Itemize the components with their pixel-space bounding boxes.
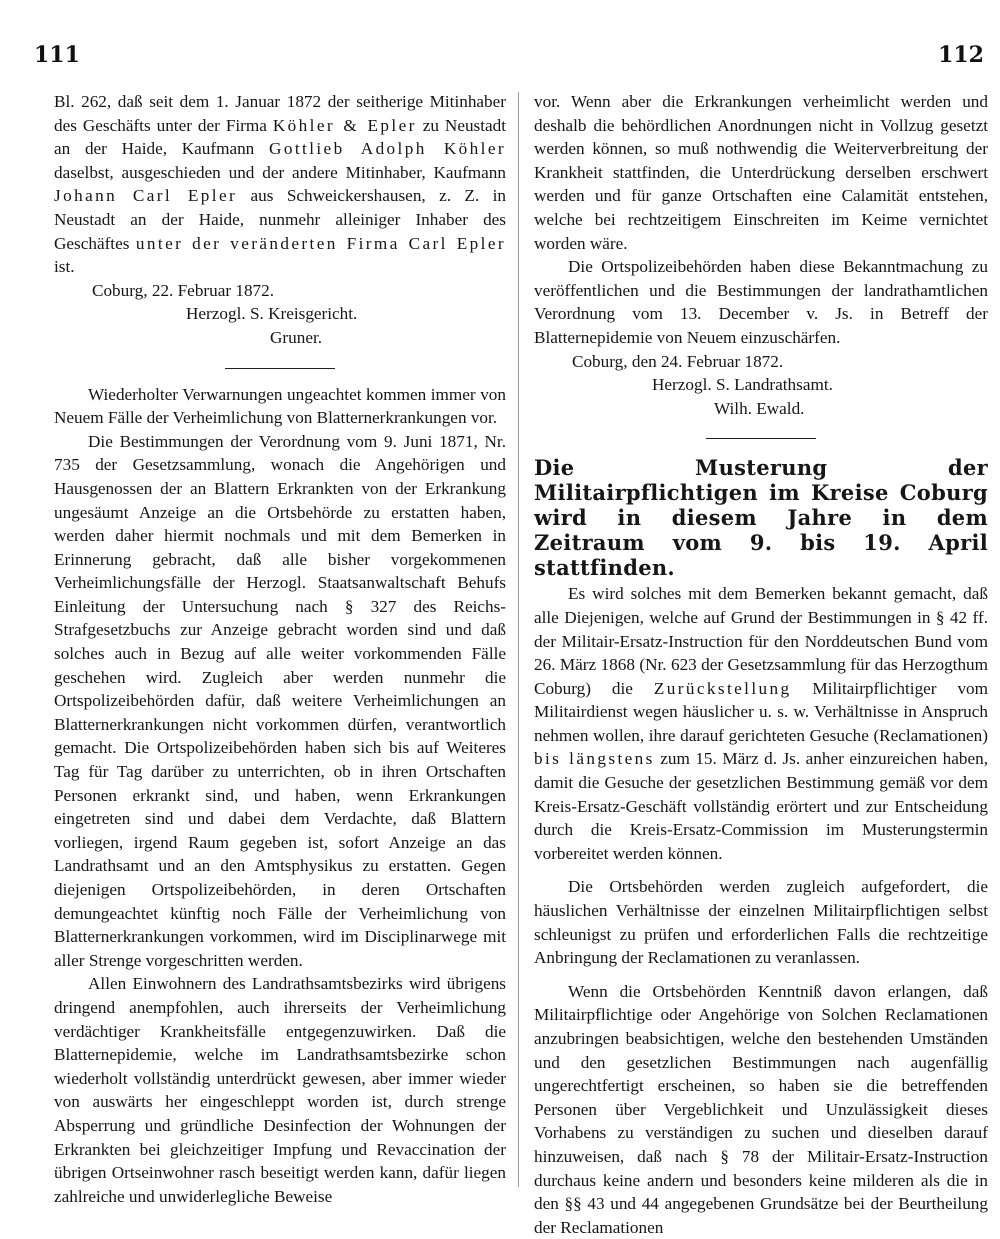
notice-headline: Die Musterung der Militairpflichtigen im Kreise Coburg wird in diesem Jahre in dem Zeitraum vom 9. bis 19. April stattfinden. <box>534 455 988 581</box>
notice-smallpox-continued <box>534 90 988 420</box>
notice-text: Es wird solches mit dem Bemerken bekannt gemacht, daß alle Diejenigen, welche auf Grund der Bestimmungen in § 42 ff. der Militair-Ersatz-Instruction für den Norddeutschen Bund vom 26. März 1868 (Nr. 623 der Gesetzsammlung für das Herzogthum Coburg) die <box>534 584 988 698</box>
authority: Herzogl. S. Kreisgericht. <box>186 304 358 324</box>
paragraph: Wiederholter Verwarnungen ungeachtet kommen immer von Neuem Fälle der Verheimlichung von Blatternerkrankungen vor. <box>54 384 506 428</box>
firm-name: Köhler & Epler <box>272 115 417 135</box>
emphasis-text: Zurückstellung <box>653 678 792 698</box>
emphasis-text: bis längstens <box>534 749 655 769</box>
notice-text: ist. <box>54 257 75 277</box>
authority: Herzogl. S. Landrathsamt. <box>652 375 833 395</box>
paragraph: Wenn die Ortsbehörden Kenntniß davon erlangen, daß Militairpflichtige oder Angehörige von Solchen Reclamationen anzubringen beabsichtigen, welche den bestehenden Umständen und den gesetzlichen Bestimmungen nach augenfällig ungerechtfertigt erscheinen, so haben sie die betreffenden Personen über Vergeblichkeit und Unzulässigkeit dieses Vorhabens zu verständigen zu suchen und dieselben darauf hinzuweisen, daß nach § 78 der Militair-Ersatz-Instruction durchaus keine andern und besonders keine milderen als die in den §§ 43 und 44 angegebenen Grundsätze bei der Beurtheilung der Reclamationen <box>534 981 988 1237</box>
place-date: Coburg, 22. Februar 1872. <box>92 280 275 300</box>
section-divider <box>706 438 816 439</box>
person-name: Johann Carl Epler <box>54 186 238 206</box>
signature: Gruner. <box>270 327 323 347</box>
paragraph: Allen Einwohnern des Landrathsamtsbezirks wird übrigens dringend anempfohlen, auch ihrerseits der Verheimlichung verdächtiger Krankheitsfälle entgegenzuwirken. Daß die Blatternepidemie, welche im Landrathsamtsbezirke schon wiederholt vollständig unterdrückt gewesen, aber immer wieder von auswärts her eingeschleppt worden ist, durch strenge Absperrung und gründliche Desinfection der Wohnungen der Erkrankten bei gleichzeitiger Impfung und Revaccination der übrigen Ortseinwohner rasch beseitigt werden kann, dafür liegen zahlreiche und unwiderlegliche Beweise <box>54 974 506 1206</box>
signature: Wilh. Ewald. <box>714 398 805 418</box>
notice-text: aus Schweickershausen, z. Z. in Neustadt an der Haide, nunmehr alleiniger Inhaber des Geschäftes <box>54 186 506 253</box>
place-date: Coburg, den 24. Februar 1872. <box>572 351 784 371</box>
page-number-right: 112 <box>938 42 984 68</box>
notice-text: zu Neustadt an der Haide, Kaufmann <box>54 115 506 159</box>
left-column <box>54 90 506 1208</box>
right-column <box>534 90 988 1239</box>
notice-text: Militairpflichtiger vom Militairdienst wegen häuslicher u. s. w. Verhältnisse in Anspruch nehmen wollen, ihre darauf gerichteten Gesuche (Reclamationen) <box>534 678 988 745</box>
paragraph <box>534 582 988 865</box>
notice-smallpox <box>54 383 506 1209</box>
notice-text: daselbst, ausgeschieden und der andere Mitinhaber, Kaufmann <box>54 162 506 182</box>
paragraph: Die Ortspolizeibehörden haben diese Bekanntmachung zu veröffentlichen und die Bestimmungen der landrathamtlichen Verordnung vom 13. December v. Js. in Betreff der Blatternepidemie von Neuem einzuschärfen. <box>534 257 988 347</box>
person-name: Gottlieb Adolph Köhler <box>269 139 506 159</box>
paragraph: vor. Wenn aber die Erkrankungen verheimlicht werden und deshalb die behördlichen Anordnungen nicht in Vollzug gesetzt werden können, so muß nothwendig die Weiterverbreitung der Krankheit stattfinden, die Unterdrückung derselben erschwert werden und für ganze Ortschaften eine Calamität entstehen, welche bei rechtzeitigem Einschreiten im Keime vernichtet worden wäre. <box>534 92 988 253</box>
paragraph: Die Bestimmungen der Verordnung vom 9. Juni 1871, Nr. 735 der Gesetzsammlung, wonach die Angehörigen und Hausgenossen der an Blattern Erkrankten von der Erkrankung ungesäumt Anzeige an die Ortsbehörde zu erstatten haben, werden daher hiermit nochmals und mit dem Bemerken in Erinnerung gebracht, daß alle bisher vorgekommenen Verheimlichungsfälle der Herzogl. Staatsanwaltschaft Behufs Einleitung der Untersuchung nach § 327 des Reichs-Strafgesetzbuchs zur Anzeige gebracht worden sind und daß solches auch in Bezug auf alle weiter vorkommenden Fälle geschehen wird. Zugleich aber werden nunmehr die Ortspolizeibehörden dafür, daß weitere Verheimlichungen an Blatternerkrankungen nicht vorkommen dürfen, verantwortlich gemacht. Die Ortspolizeibehörden haben sich bis auf Weiteres Tag für Tag darüber zu unterrichten, ob in ihren Ortschaften Personen erkrankt sind, und haben, wenn Erkrankungen eingetreten sind und dabei dem Verdachte, daß Blattern vorliegen, irgend Raum gegeben ist, sofort Anzeige an das Landrathsamt und an den Amtsphysikus zu erstatten. Gegen diejenigen Ortspolizeibehörden, in deren Ortschaften demungeachtet künftig noch Fälle der Verheimlichung von Blatternerkrankungen vorkommen, wird im Disciplinarwege mit aller Strenge vorgeschritten werden. <box>54 431 506 970</box>
paragraph: Die Ortsbehörden werden zugleich aufgefordert, die häuslichen Verhältnisse der einzelnen Militairpflichtigen selbst schleunigst zu prüfen und erforderlichen Falls die rechtzeitige Anbringung der Reclamationen zu veranlassen. <box>534 877 988 968</box>
notice-firm-change-body <box>54 90 506 279</box>
changed-firm-name: unter der veränderten Firma Carl Epler <box>135 233 506 253</box>
notice-text: Bl. 262, daß seit dem 1. Januar 1872 der seitherige Mitinhaber des Geschäfts unter der Firma <box>54 92 506 135</box>
notice-military-muster <box>534 455 988 1239</box>
page-number-left: 111 <box>34 42 80 68</box>
notice-text: zum 15. März d. Js. anher einzureichen haben, damit die Gesuche der gesetzlichen Bestimmung gemäß vor dem Kreis-Ersatz-Geschäft vollständig erörtert und zur Entscheidung durch die Kreis-Ersatz-Commission im Musterungstermin vorbereitet werden können. <box>534 749 988 863</box>
column-divider <box>518 92 519 1187</box>
section-divider <box>225 368 335 369</box>
notice-firm-change <box>54 90 506 350</box>
